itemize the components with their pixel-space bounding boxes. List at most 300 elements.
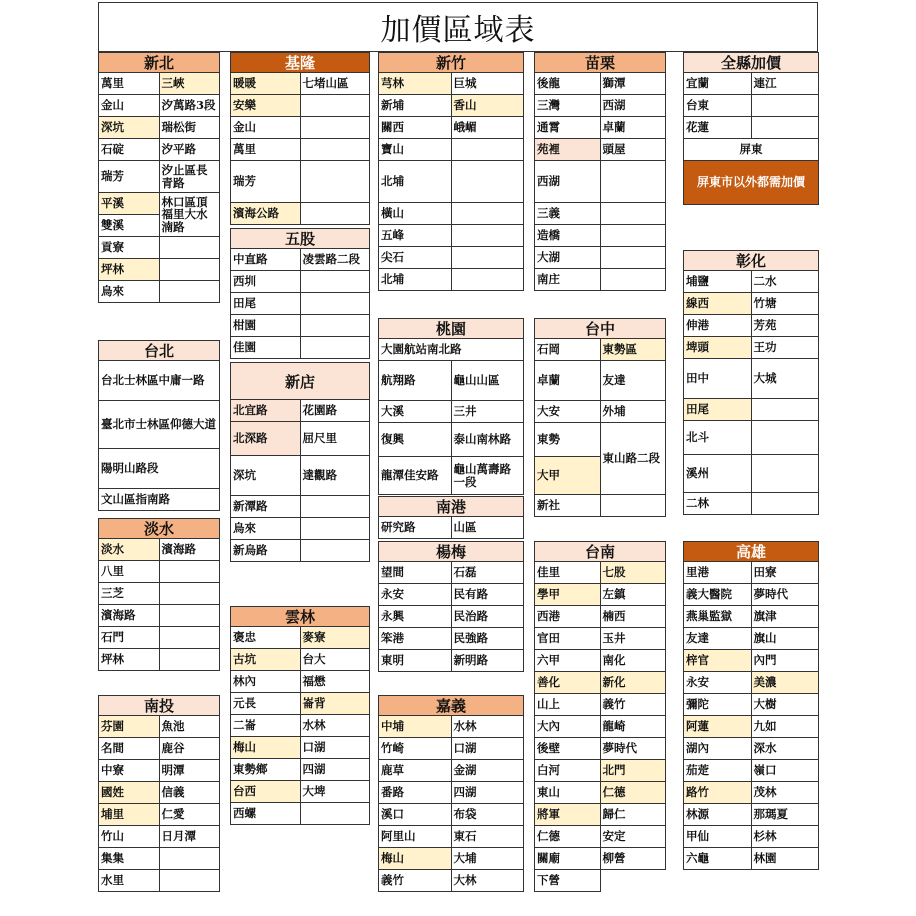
area-cell: 台北士林區中庸一路 xyxy=(99,361,220,401)
area-cell: 台東 xyxy=(684,95,752,117)
area-cell: 柑園 xyxy=(231,315,301,337)
region-header-xinzhu: 新竹 xyxy=(378,52,524,73)
area-cell: 西螺 xyxy=(231,803,301,825)
area-cell: 龍潭佳安路 xyxy=(379,457,452,495)
area-cell: 寶山 xyxy=(379,139,452,161)
area-cell: 深水 xyxy=(752,738,820,760)
area-cell: 西港 xyxy=(535,606,601,628)
area-cell: 茄萣 xyxy=(684,760,752,782)
area-cell: 六甲 xyxy=(535,650,601,672)
area-cell xyxy=(160,583,221,605)
area-cell: 義竹 xyxy=(601,694,667,716)
area-cell: 濱海路 xyxy=(99,605,160,627)
area-cell: 大安 xyxy=(535,401,601,423)
area-cell: 汐萬路3段 xyxy=(160,95,221,117)
area-cell: 瑞松街 xyxy=(160,117,221,139)
area-cell: 龜山山區 xyxy=(452,361,525,401)
region-table-zhanghua xyxy=(683,250,819,515)
area-cell: 大園航站南北路 xyxy=(379,339,524,361)
area-cell: 五峰 xyxy=(379,225,452,247)
region-header-taoyuan: 桃園 xyxy=(378,318,524,339)
area-cell: 烏來 xyxy=(99,281,160,303)
area-cell: 北深路 xyxy=(231,422,301,456)
area-cell: 安定 xyxy=(601,826,667,848)
area-cell: 三灣 xyxy=(535,95,601,117)
area-cell: 凌雲路二段 xyxy=(301,249,371,271)
area-cell: 宜蘭 xyxy=(684,73,752,95)
area-cell: 台西 xyxy=(231,781,301,803)
area-cell: 新化 xyxy=(601,672,667,694)
region-table-taibei xyxy=(98,340,220,511)
area-cell: 旗津 xyxy=(752,606,820,628)
area-cell: 關廟 xyxy=(535,848,601,870)
area-cell: 杉林 xyxy=(752,826,820,848)
region-table-jiayi xyxy=(378,695,524,892)
page-title: 加價區域表 xyxy=(98,2,818,52)
area-cell: 汐止區長青路 xyxy=(160,161,221,193)
area-cell: 永安 xyxy=(684,672,752,694)
area-cell: 信義 xyxy=(160,782,221,804)
area-cell: 東明 xyxy=(379,650,452,672)
area-cell xyxy=(601,225,667,247)
area-cell: 頭屋 xyxy=(601,139,667,161)
area-cell: 新烏路 xyxy=(231,540,301,562)
area-cell: 航翔路 xyxy=(379,361,452,401)
area-cell: 九如 xyxy=(752,716,820,738)
area-cell: 橫山 xyxy=(379,203,452,225)
area-cell: 通霄 xyxy=(535,117,601,139)
region-header-xinbei: 新北 xyxy=(98,52,220,73)
area-cell: 田尾 xyxy=(231,293,301,315)
area-cell: 暖暖 xyxy=(231,73,301,95)
area-cell: 西圳 xyxy=(231,271,301,293)
region-header-yangmei: 楊梅 xyxy=(378,541,524,562)
area-cell: 後龍 xyxy=(535,73,601,95)
area-cell: 石碇 xyxy=(99,139,160,161)
region-table-miaoli xyxy=(534,52,666,291)
area-cell xyxy=(301,315,371,337)
area-cell: 石岡 xyxy=(535,339,601,361)
region-table-danshui xyxy=(98,518,220,671)
area-cell: 北門 xyxy=(601,760,667,782)
region-table-taizhong xyxy=(534,318,666,517)
area-cell: 明潭 xyxy=(160,760,221,782)
area-cell: 名間 xyxy=(99,738,160,760)
area-cell xyxy=(752,399,820,421)
area-cell xyxy=(301,161,371,203)
area-cell: 坪林 xyxy=(99,649,160,671)
area-cell: 濱海公路 xyxy=(231,203,301,225)
area-cell xyxy=(452,161,525,203)
area-cell xyxy=(160,649,221,671)
area-cell xyxy=(301,518,371,540)
region-header-yunlin: 雲林 xyxy=(230,606,370,627)
area-cell: 魚池 xyxy=(160,716,221,738)
region-table-nangang xyxy=(378,496,524,539)
area-cell: 巨城 xyxy=(452,73,525,95)
area-cell: 麥寮 xyxy=(301,627,371,649)
area-cell: 七堵山區 xyxy=(301,73,371,95)
area-cell: 陽明山路段 xyxy=(99,449,220,489)
area-cell: 古坑 xyxy=(231,649,301,671)
area-cell: 苑裡 xyxy=(535,139,601,161)
area-cell: 口湖 xyxy=(301,737,371,759)
area-cell: 文山區指南路 xyxy=(99,489,220,511)
area-cell: 中寮 xyxy=(99,760,160,782)
area-cell: 石門 xyxy=(99,627,160,649)
area-cell: 龍崎 xyxy=(601,716,667,738)
area-cell: 美濃 xyxy=(752,672,820,694)
area-cell: 夢時代 xyxy=(752,584,820,606)
area-cell: 楠西 xyxy=(601,606,667,628)
area-cell: 中埔 xyxy=(379,716,452,738)
area-cell: 七股 xyxy=(601,562,667,584)
area-cell: 臺北市士林區仰德大道 xyxy=(99,401,220,449)
area-cell xyxy=(160,627,221,649)
area-cell: 大城 xyxy=(752,359,820,399)
area-cell: 四湖 xyxy=(301,759,371,781)
area-cell: 日月潭 xyxy=(160,826,221,848)
area-cell: 永興 xyxy=(379,606,452,628)
area-cell: 甲仙 xyxy=(684,826,752,848)
area-cell: 四湖 xyxy=(452,782,525,804)
area-cell xyxy=(752,117,820,139)
area-cell: 關西 xyxy=(379,117,452,139)
area-cell: 崙背 xyxy=(301,693,371,715)
area-cell: 民治路 xyxy=(452,606,525,628)
area-cell: 學甲 xyxy=(535,584,601,606)
region-header-wugu: 五股 xyxy=(230,228,370,249)
area-cell: 林源 xyxy=(684,804,752,826)
area-cell: 佳園 xyxy=(231,337,301,359)
area-cell: 埤頭 xyxy=(684,337,752,359)
area-cell: 三義 xyxy=(535,203,601,225)
area-cell xyxy=(301,293,371,315)
area-cell: 茂林 xyxy=(752,782,820,804)
area-cell: 烏來 xyxy=(231,518,301,540)
region-table-xinzhu xyxy=(378,52,524,291)
area-cell: 二林 xyxy=(684,493,752,515)
area-cell xyxy=(160,237,221,259)
area-cell: 卓蘭 xyxy=(601,117,667,139)
area-cell: 坪林 xyxy=(99,259,160,281)
region-table-yangmei xyxy=(378,541,524,672)
area-cell: 白河 xyxy=(535,760,601,782)
region-table-taoyuan xyxy=(378,318,524,495)
region-header-miaoli: 苗栗 xyxy=(534,52,666,73)
area-cell: 義大醫院 xyxy=(684,584,752,606)
area-cell: 西湖 xyxy=(601,95,667,117)
area-cell: 北埔 xyxy=(379,269,452,291)
region-table-xinbei xyxy=(98,52,220,303)
area-cell: 民強路 xyxy=(452,628,525,650)
area-cell: 林園 xyxy=(752,848,820,870)
area-cell xyxy=(160,259,221,281)
region-header-taibei: 台北 xyxy=(98,340,220,361)
area-cell: 福懋 xyxy=(301,671,371,693)
area-cell: 造橋 xyxy=(535,225,601,247)
area-cell: 金山 xyxy=(99,95,160,117)
region-header-nantou: 南投 xyxy=(98,695,220,716)
region-table-gaoxiong xyxy=(683,541,819,870)
area-cell: 水林 xyxy=(452,716,525,738)
area-cell xyxy=(301,95,371,117)
area-cell: 友達 xyxy=(684,628,752,650)
notice-cell: 屏東市以外都需加價 xyxy=(684,161,819,205)
area-cell: 義竹 xyxy=(379,870,452,892)
area-cell: 內門 xyxy=(752,650,820,672)
area-cell xyxy=(452,269,525,291)
area-cell: 阿蓮 xyxy=(684,716,752,738)
area-cell: 路竹 xyxy=(684,782,752,804)
area-cell: 線西 xyxy=(684,293,752,315)
area-cell: 仁德 xyxy=(535,826,601,848)
area-cell: 安樂 xyxy=(231,95,301,117)
area-cell: 中直路 xyxy=(231,249,301,271)
area-cell: 香山 xyxy=(452,95,525,117)
region-header-quanxian: 全縣加價 xyxy=(683,52,819,73)
area-cell: 芳苑 xyxy=(752,315,820,337)
area-cell: 卓蘭 xyxy=(535,361,601,401)
area-cell: 那瑪夏 xyxy=(752,804,820,826)
area-cell: 龜山萬壽路一段 xyxy=(452,457,525,495)
area-cell: 淡水 xyxy=(99,539,160,561)
area-cell: 泰山南林路 xyxy=(452,423,525,457)
area-cell: 大溪 xyxy=(379,401,452,423)
area-cell: 新明路 xyxy=(452,650,525,672)
area-cell: 北宜路 xyxy=(231,400,301,422)
area-cell: 尖石 xyxy=(379,247,452,269)
area-cell: 望間 xyxy=(379,562,452,584)
area-cell: 深坑 xyxy=(231,456,301,496)
region-header-jiayi: 嘉義 xyxy=(378,695,524,716)
area-cell xyxy=(601,161,667,203)
area-cell: 佳里 xyxy=(535,562,601,584)
region-header-jilong: 基隆 xyxy=(230,52,370,73)
area-cell: 旗山 xyxy=(752,628,820,650)
area-cell xyxy=(601,203,667,225)
area-cell: 王功 xyxy=(752,337,820,359)
area-cell: 彌陀 xyxy=(684,694,752,716)
area-cell: 台大 xyxy=(301,649,371,671)
area-cell xyxy=(301,803,371,825)
region-table-tainan xyxy=(534,541,666,892)
area-cell: 埔鹽 xyxy=(684,271,752,293)
area-cell: 南化 xyxy=(601,650,667,672)
area-cell: 玉井 xyxy=(601,628,667,650)
region-header-nangang: 南港 xyxy=(378,496,524,517)
area-cell: 西湖 xyxy=(535,161,601,203)
area-cell: 北斗 xyxy=(684,421,752,455)
area-cell: 芬園 xyxy=(99,716,160,738)
area-cell: 大林 xyxy=(452,870,525,892)
area-cell: 東石 xyxy=(452,826,525,848)
area-cell: 萬里 xyxy=(231,139,301,161)
area-cell xyxy=(452,247,525,269)
area-cell: 番路 xyxy=(379,782,452,804)
area-cell: 嶺口 xyxy=(752,760,820,782)
area-cell xyxy=(752,455,820,493)
area-cell: 阿里山 xyxy=(379,826,452,848)
area-cell: 布袋 xyxy=(452,804,525,826)
area-cell: 梅山 xyxy=(231,737,301,759)
area-cell: 山區 xyxy=(452,517,525,539)
area-cell: 左鎮 xyxy=(601,584,667,606)
area-cell: 民有路 xyxy=(452,584,525,606)
region-table-nantou xyxy=(98,695,220,892)
area-cell xyxy=(752,493,820,515)
area-cell: 新潭路 xyxy=(231,496,301,518)
area-cell: 東勢鄉 xyxy=(231,759,301,781)
area-cell: 田尾 xyxy=(684,399,752,421)
area-cell: 大內 xyxy=(535,716,601,738)
area-cell: 湖內 xyxy=(684,738,752,760)
area-cell: 瑞芳 xyxy=(99,161,160,193)
area-cell xyxy=(601,495,667,517)
area-cell: 褒忠 xyxy=(231,627,301,649)
region-table-wugu xyxy=(230,228,370,359)
area-cell xyxy=(301,271,371,293)
area-cell xyxy=(160,848,221,870)
area-cell: 新社 xyxy=(535,495,601,517)
area-cell: 屏東 xyxy=(684,139,819,161)
area-cell xyxy=(301,540,371,562)
region-header-gaoxiong: 高雄 xyxy=(683,541,819,562)
area-cell: 仁德 xyxy=(601,782,667,804)
area-cell: 柳營 xyxy=(601,848,667,870)
area-cell: 善化 xyxy=(535,672,601,694)
area-cell: 研究路 xyxy=(379,517,452,539)
area-cell: 東勢 xyxy=(535,423,601,457)
region-header-taizhong: 台中 xyxy=(534,318,666,339)
area-cell: 里港 xyxy=(684,562,752,584)
area-cell: 大埔 xyxy=(452,848,525,870)
area-cell: 獅潭 xyxy=(601,73,667,95)
area-cell: 瑞芳 xyxy=(231,161,301,203)
area-cell: 東山 xyxy=(535,782,601,804)
region-table-jilong xyxy=(230,52,370,225)
region-header-tainan: 台南 xyxy=(534,541,666,562)
area-cell: 鹿草 xyxy=(379,760,452,782)
area-cell: 官田 xyxy=(535,628,601,650)
area-cell: 歸仁 xyxy=(601,804,667,826)
region-table-xindian xyxy=(230,362,370,562)
area-cell: 林口區頂福里大水湳路 xyxy=(160,193,221,237)
area-cell: 南庄 xyxy=(535,269,601,291)
area-cell xyxy=(160,281,221,303)
area-cell: 屈尺里 xyxy=(301,422,371,456)
area-cell: 夢時代 xyxy=(601,738,667,760)
area-cell: 大埤 xyxy=(301,781,371,803)
area-cell: 萬里 xyxy=(99,73,160,95)
area-cell: 元長 xyxy=(231,693,301,715)
area-cell xyxy=(452,225,525,247)
area-cell: 六龜 xyxy=(684,848,752,870)
area-cell: 笨港 xyxy=(379,628,452,650)
area-cell: 北埔 xyxy=(379,161,452,203)
area-cell xyxy=(160,561,221,583)
area-cell: 國姓 xyxy=(99,782,160,804)
area-cell xyxy=(301,203,371,225)
area-cell: 金山 xyxy=(231,117,301,139)
area-cell: 外埔 xyxy=(601,401,667,423)
area-cell: 水里 xyxy=(99,870,160,892)
area-cell: 埔里 xyxy=(99,804,160,826)
area-cell: 大湖 xyxy=(535,247,601,269)
area-cell xyxy=(601,247,667,269)
area-cell: 大樹 xyxy=(752,694,820,716)
area-cell xyxy=(301,139,371,161)
area-cell: 仁愛 xyxy=(160,804,221,826)
area-cell: 三峽 xyxy=(160,73,221,95)
area-cell: 田寮 xyxy=(752,562,820,584)
area-cell: 水林 xyxy=(301,715,371,737)
area-cell: 峨嵋 xyxy=(452,117,525,139)
area-cell: 大甲 xyxy=(535,457,601,495)
area-cell: 燕巢監獄 xyxy=(684,606,752,628)
area-cell: 東山路二段 xyxy=(601,423,667,495)
region-header-xindian: 新店 xyxy=(230,362,370,400)
area-cell: 口湖 xyxy=(452,738,525,760)
area-cell: 山上 xyxy=(535,694,601,716)
area-cell xyxy=(752,421,820,455)
area-cell: 花蓮 xyxy=(684,117,752,139)
area-cell: 汐平路 xyxy=(160,139,221,161)
area-cell: 平溪 xyxy=(99,193,160,215)
area-cell: 集集 xyxy=(99,848,160,870)
region-header-zhanghua: 彰化 xyxy=(683,250,819,271)
area-cell: 梅山 xyxy=(379,848,452,870)
area-cell: 新埔 xyxy=(379,95,452,117)
region-header-danshui: 淡水 xyxy=(98,518,220,539)
area-cell: 雙溪 xyxy=(99,215,160,237)
area-cell xyxy=(452,203,525,225)
area-cell: 溪口 xyxy=(379,804,452,826)
area-cell: 貢寮 xyxy=(99,237,160,259)
area-cell: 芎林 xyxy=(379,73,452,95)
area-cell: 林內 xyxy=(231,671,301,693)
region-table-quanxian xyxy=(683,52,819,205)
area-cell: 二崙 xyxy=(231,715,301,737)
area-cell xyxy=(452,139,525,161)
area-cell: 竹塘 xyxy=(752,293,820,315)
area-cell xyxy=(160,605,221,627)
area-cell: 永安 xyxy=(379,584,452,606)
area-cell: 田中 xyxy=(684,359,752,399)
area-cell: 竹崎 xyxy=(379,738,452,760)
area-cell xyxy=(301,496,371,518)
area-cell: 梓官 xyxy=(684,650,752,672)
area-cell: 伸港 xyxy=(684,315,752,337)
area-cell: 復興 xyxy=(379,423,452,457)
area-cell: 將軍 xyxy=(535,804,601,826)
area-cell: 東勢區 xyxy=(601,339,667,361)
area-cell: 深坑 xyxy=(99,117,160,139)
area-cell: 八里 xyxy=(99,561,160,583)
area-cell xyxy=(301,117,371,139)
area-cell: 友達 xyxy=(601,361,667,401)
area-cell: 石磊 xyxy=(452,562,525,584)
area-cell xyxy=(601,269,667,291)
area-cell: 金湖 xyxy=(452,760,525,782)
area-cell xyxy=(160,870,221,892)
area-cell: 下營 xyxy=(535,870,601,892)
area-cell: 連江 xyxy=(752,73,820,95)
region-table-yunlin xyxy=(230,606,370,825)
area-cell xyxy=(752,95,820,117)
area-cell: 花園路 xyxy=(301,400,371,422)
area-cell: 二水 xyxy=(752,271,820,293)
